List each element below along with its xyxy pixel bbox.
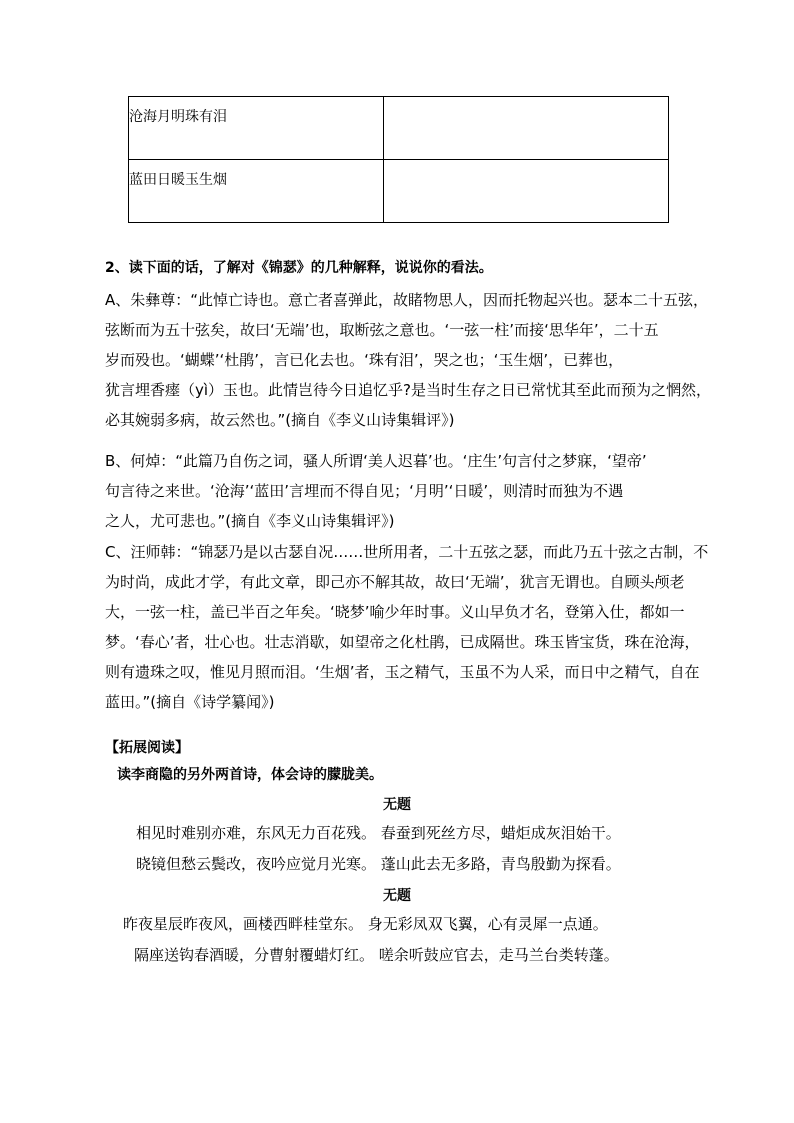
opinion-line: 则有遗珠之叹，惟见月照而泪。‘生烟’者，玉之精气，玉虽不为人采，而日中之精气，自在 — [105, 663, 700, 681]
opinion-line: A、朱彝尊：“此悼亡诗也。意亡者喜弹此，故睹物思人，因而托物起兴也。瑟本二十五弦， — [105, 291, 709, 309]
table-cell-label: 沧海月明珠有泪 — [129, 97, 384, 160]
poem-title: 无题 — [383, 888, 411, 904]
opinion-line: 必其婉弱多病，故云然也。”(摘自《李义山诗集辑评》) — [105, 411, 455, 429]
opinion-line: 句言待之来世。‘沧海’‘蓝田’言埋而不得自见；‘月明’‘日暖’，则清时而独为不遇 — [105, 482, 624, 500]
poem-line: 晓镜但愁云鬓改，夜吟应觉月光寒。 蓬山此去无多路，青鸟殷勤为探看。 — [136, 855, 621, 873]
table-row — [129, 160, 669, 223]
opinion-line: 梦。‘春心’者，壮心也。壮志消歇，如望帝之化杜鹃，已成隔世。珠玉皆宝货，珠在沧海， — [105, 633, 700, 651]
opinion-line: B、何焯：“此篇乃自伤之词，骚人所谓‘美人迟暮’也。‘庄生’句言付之梦寐，‘望帝’ — [105, 452, 647, 470]
extension-instruction: 读李商隐的另外两首诗，体会诗的朦胧美。 — [117, 767, 383, 783]
opinion-line: 为时尚，成此才学，有此文章，即己亦不解其故，故曰‘无端’，犹言无谓也。自顾头颅老 — [105, 573, 685, 591]
poem-title: 无题 — [383, 797, 411, 813]
table-row — [129, 97, 669, 160]
opinion-b — [105, 446, 695, 536]
table-cell-label: 蓝田日暖玉生烟 — [129, 160, 384, 223]
table-cell-blank[interactable] — [384, 97, 669, 160]
poem-line: 相见时难别亦难，东风无力百花残。 春蚕到死丝方尽，蜡炬成灰泪始干。 — [136, 824, 621, 842]
extension-heading: 【拓展阅读】 — [105, 740, 189, 756]
opinion-c — [105, 537, 709, 717]
opinion-line: 之人，尤可悲也。”(摘自《李义山诗集辑评》) — [105, 512, 395, 530]
poem-line: 昨夜星辰昨夜风，画楼西畔桂堂东。 身无彩凤双飞翼，心有灵犀一点通。 — [123, 915, 608, 933]
analysis-table — [128, 96, 669, 223]
opinion-line: C、汪师韩：“锦瑟乃是以古瑟自况……世所用者，二十五弦之瑟，而此乃五十弦之古制，不 — [105, 543, 709, 561]
poem-line: 隔座送钩春酒暖，分曹射覆蜡灯红。 嗟余听鼓应官去，走马兰台类转蓬。 — [134, 946, 619, 964]
opinion-line: 蓝田。”(摘自《诗学纂闻》) — [105, 693, 275, 711]
opinion-line: 弦断而为五十弦矣，故曰‘无端’也，取断弦之意也。‘一弦一柱’而接‘思华年’，二十五 — [105, 321, 659, 339]
table-cell-blank[interactable] — [384, 160, 669, 223]
opinion-line: 岁而殁也。‘蝴蝶’‘杜鹃’，言已化去也。‘珠有泪’，哭之也；‘玉生烟’，已葬也， — [105, 351, 624, 369]
opinion-a — [105, 285, 712, 435]
question-2-title: 2、读下面的话，了解对《锦瑟》的几种解释，说说你的看法。 — [105, 260, 493, 276]
opinion-line: 大，一弦一柱，盖已半百之年矣。‘晓梦’喻少年时事。义山早负才名，登第入仕，都如一 — [105, 603, 685, 621]
opinion-line: 犹言埋香瘗（yì）玉也。此情岂待今日追忆乎?是当时生存之日已常忧其至此而预为之惘然， — [105, 381, 712, 399]
